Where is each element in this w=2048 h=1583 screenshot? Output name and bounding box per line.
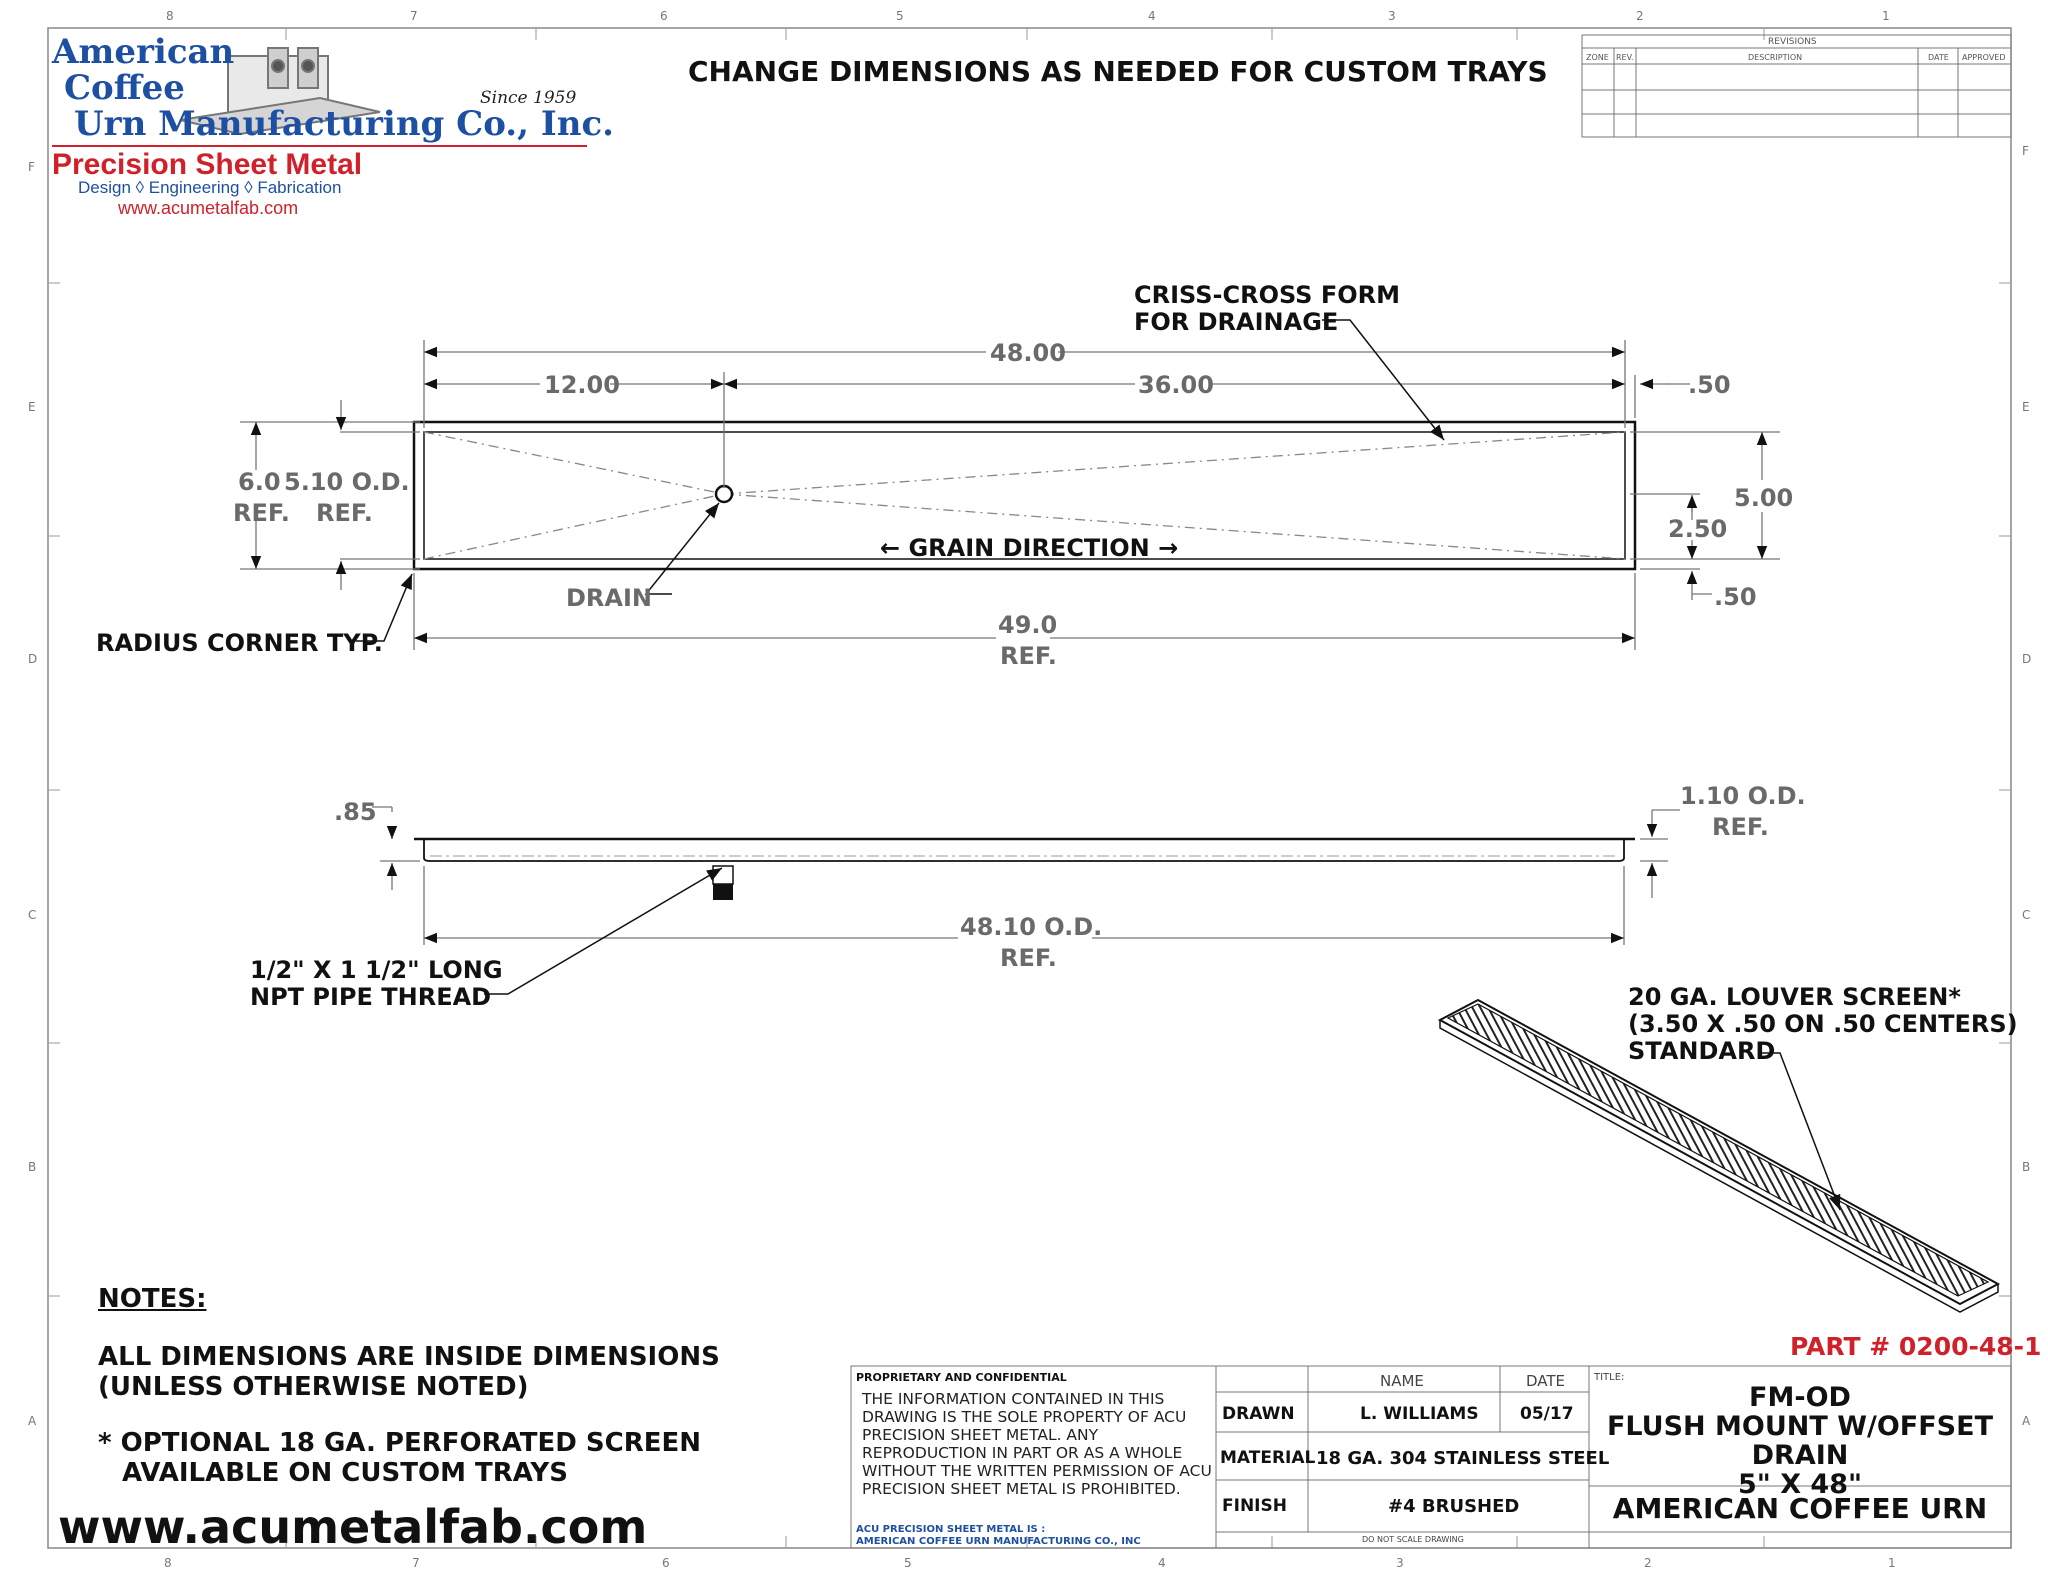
logo-divider [52,145,587,147]
title-line-3: 5" X 48" [1737,1469,1863,1500]
pipe-thread-line-2: NPT PIPE THREAD [250,983,492,1011]
name-column-header: NAME [1380,1372,1424,1390]
drawn-date: 05/17 [1520,1404,1574,1424]
dim-od-height-ref: REF. [316,499,373,527]
proprietary-text: THE INFORMATION CONTAINED IN THIS DRAWING IS THE SOLE PROPERTY OF ACU PRECISION SHEET METAL. ANY REPRODUCTION IN PART OR AS A WHOLE WITHOUT THE WRITTEN PERMISSION OF ACU PRECISION SHEET METAL IS PROHIBITED. [862,1390,1212,1498]
zone-row-label: C [2022,908,2031,922]
zone-col-label: 7 [410,9,418,23]
acu-line-1: ACU PRECISION SHEET METAL IS : [856,1524,1046,1535]
logo-since: Since 1959 [480,88,577,108]
louver-screen-line-2: (3.50 X .50 ON .50 CENTERS) [1628,1010,2018,1038]
zone-col-label: 4 [1148,9,1156,23]
note-perforated-screen [98,1428,701,1488]
website-footer: www.acumetalfab.com [58,1500,648,1554]
drain-label: DRAIN [566,584,652,612]
note-2-line-1: * OPTIONAL 18 GA. PERFORATED SCREEN [98,1428,701,1458]
dim-drain-center: 2.50 [1668,515,1728,543]
zone-row-label: D [28,652,38,666]
do-not-scale: DO NOT SCALE DRAWING [1362,1535,1464,1544]
side-view [414,839,1635,900]
logo-website: www.acumetalfab.com [118,198,299,218]
revisions-table [1582,35,2011,137]
zone-col-label: 3 [1396,1556,1404,1570]
dim-drain-offset: 12.00 [544,371,620,399]
radius-corner-label: RADIUS CORNER TYP. [96,629,383,657]
revisions-col-rev: REV. [1616,53,1634,62]
zone-row-label: B [2022,1160,2031,1174]
note-1-line-1: ALL DIMENSIONS ARE INSIDE DIMENSIONS [98,1342,720,1372]
zone-row-label: D [2022,652,2032,666]
logo-services: Design ◊ Engineering ◊ Fabrication [78,178,342,197]
zone-row-label: F [28,160,35,174]
top-view-dimensions [240,340,1780,650]
proprietary-heading: PROPRIETARY AND CONFIDENTIAL [856,1371,1067,1384]
dim-overall-length: 48.00 [990,339,1066,367]
louver-screen-line-1: 20 GA. LOUVER SCREEN* [1628,983,1961,1011]
finish-value: #4 BRUSHED [1388,1496,1520,1517]
dim-overall-ref-label: REF. [1000,642,1057,670]
title-line-2: FLUSH MOUNT W/OFFSET DRAIN [1606,1411,1993,1471]
dim-outer-height: 6.0 [238,468,281,496]
dim-length-od: 48.10 O.D. [960,913,1103,941]
louver-screen-label [1628,984,2018,1065]
acu-line-2: AMERICAN COFFEE URN MANUFACTURING CO., INC [856,1536,1141,1547]
note-2-line-2: AVAILABLE ON CUSTOM TRAYS [122,1458,568,1488]
zone-col-label: 4 [1158,1556,1166,1570]
logo-line-urn: Urn Manufacturing Co., Inc. [74,104,614,144]
material-value: 18 GA. 304 STAINLESS STEEL [1316,1448,1610,1469]
dim-flange-bottom: .50 [1714,583,1757,611]
date-column-header: DATE [1526,1372,1566,1390]
title-line-1: FM-OD [1749,1382,1851,1413]
dim-inner-height: 5.00 [1734,484,1794,512]
zone-col-label: 6 [660,9,668,23]
zone-col-label: 2 [1644,1556,1652,1570]
material-label: MATERIAL [1220,1448,1316,1468]
revisions-title: REVISIONS [1768,37,1817,47]
logo-division: Precision Sheet Metal [52,148,363,181]
revisions-col-date: DATE [1928,53,1949,62]
zone-col-label: 1 [1882,9,1890,23]
title-company: AMERICAN COFFEE URN [1612,1492,1988,1525]
dim-depth-od-ref: REF. [1712,813,1769,841]
zone-col-label: 8 [164,1556,172,1570]
logo-line-american: American [52,32,235,72]
top-view-leaders [356,320,1444,641]
zone-row-label: E [28,400,36,414]
revisions-col-description: DESCRIPTION [1748,53,1803,62]
zone-col-label: 1 [1888,1556,1896,1570]
zone-row-label: E [2022,400,2030,414]
notes-heading: NOTES: [98,1284,207,1314]
criss-cross-line-2: FOR DRAINAGE [1134,308,1339,336]
zone-col-label: 6 [662,1556,670,1570]
dim-overall-ref: 49.0 [998,611,1058,639]
criss-cross-label [1134,282,1400,336]
zone-col-label: 5 [904,1556,912,1570]
zone-row-label: C [28,908,37,922]
grain-direction-label: ← GRAIN DIRECTION → [880,534,1179,562]
zone-col-label: 7 [412,1556,420,1570]
zone-col-label: 5 [896,9,904,23]
dim-od-height: 5.10 O.D. [284,468,410,496]
zone-col-label: 2 [1636,9,1644,23]
note-inside-dimensions [98,1342,720,1402]
title-label: TITLE: [1594,1372,1625,1383]
louver-screen-line-3: STANDARD [1628,1037,1776,1065]
dim-drain-to-end: 36.00 [1138,371,1214,399]
zone-row-label: A [2022,1414,2031,1428]
note-1-line-2: (UNLESS OTHERWISE NOTED) [98,1372,529,1402]
part-number: PART # 0200-48-1 [1790,1332,2042,1361]
revisions-col-zone: ZONE [1586,53,1609,62]
zone-row-label: F [2022,144,2029,158]
finish-label: FINISH [1222,1496,1287,1516]
dim-flange-right: .50 [1688,371,1731,399]
dim-depth: .85 [334,798,377,826]
zone-row-label: B [28,1160,37,1174]
dim-outer-height-ref: REF. [233,499,290,527]
pipe-thread-line-1: 1/2" X 1 1/2" LONG [250,956,503,984]
dim-depth-od: 1.10 O.D. [1680,782,1806,810]
zone-row-label: A [28,1414,37,1428]
drain-hole [716,486,732,502]
pipe-thread-label [250,957,503,1011]
company-logo [52,32,614,222]
drawn-name: L. WILLIAMS [1360,1404,1479,1424]
zone-col-label: 8 [166,9,174,23]
side-view-leaders [484,868,722,994]
zone-col-label: 3 [1388,9,1396,23]
drawing-title [1589,1383,2011,1499]
dim-length-od-ref: REF. [1000,944,1057,972]
revisions-col-approved: APPROVED [1962,53,2006,62]
drawn-label: DRAWN [1222,1404,1295,1424]
logo-line-coffee: Coffee [64,68,185,108]
drawing-heading: CHANGE DIMENSIONS AS NEEDED FOR CUSTOM TRAYS [688,55,1548,88]
criss-cross-line-1: CRISS-CROSS FORM [1134,281,1400,309]
